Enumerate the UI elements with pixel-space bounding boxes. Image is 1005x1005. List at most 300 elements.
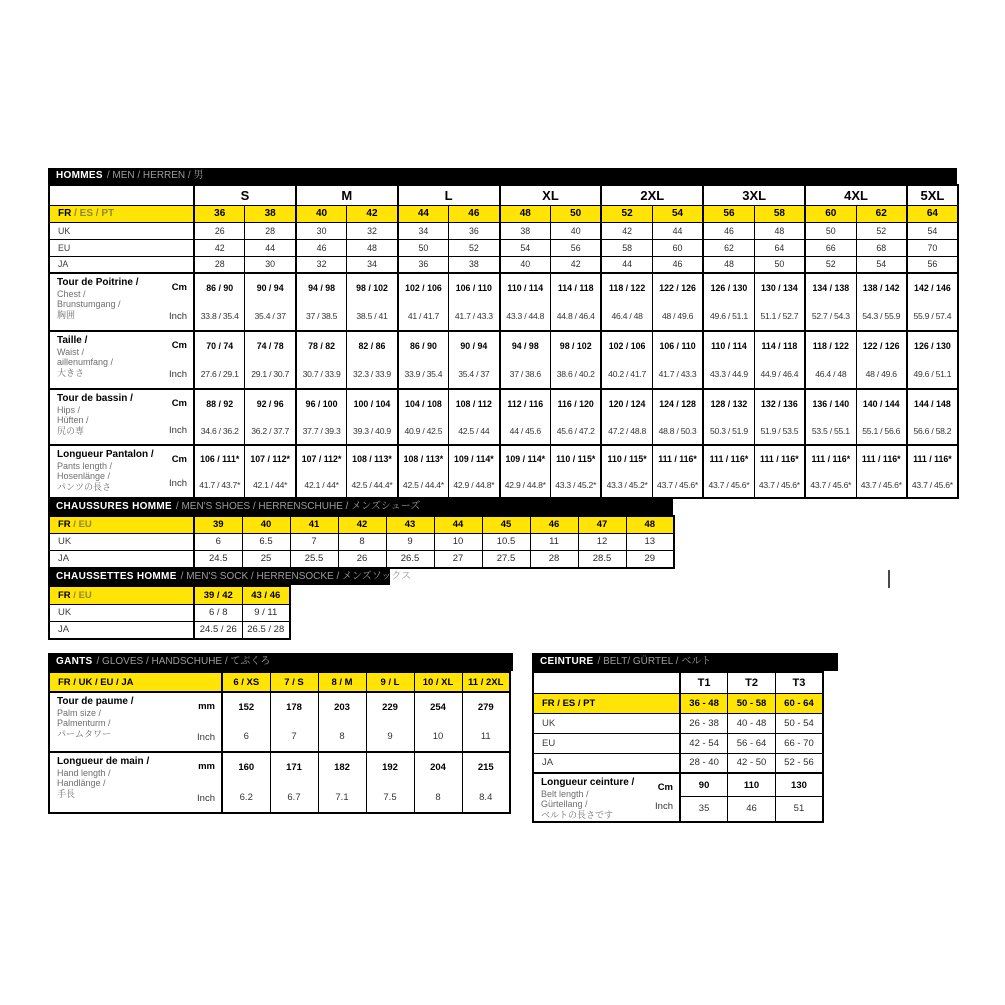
unit-cm: Cm	[171, 398, 187, 409]
waist-cm-cell: 110 / 114	[703, 331, 754, 360]
pants-cm-row	[49, 445, 958, 472]
ja-size-cell: 54	[856, 256, 907, 273]
sock-ja-cell: 26.5 / 28	[242, 621, 290, 639]
group-l: L	[398, 185, 500, 205]
ja-size-cell: 50	[754, 256, 805, 273]
hips-inch-cell: 56.6 / 58.2	[907, 417, 958, 445]
pants-inch-cell: 43.7 / 45.6*	[805, 472, 856, 498]
shoe-size-cell: 45	[482, 516, 530, 533]
hips-cm-row	[49, 389, 958, 417]
fr-size-cell: 56	[703, 205, 754, 222]
eu-size-cell: 58	[601, 239, 652, 256]
belt-fr-cell: 50 - 58	[728, 693, 776, 713]
men-title-bar	[48, 168, 957, 184]
shoe-uk-cell: 11	[530, 533, 578, 550]
unit-inch: Inch	[169, 368, 187, 380]
waist-label-cell: Taille / Waist / aillenumfang / 大きさ Cm Inch	[49, 331, 194, 389]
waist-cm-cell: 78 / 82	[296, 331, 347, 360]
shoe-size-cell: 43	[386, 516, 434, 533]
hand-mm-cell: 182	[318, 752, 366, 782]
palm-inch-cell: 7	[270, 722, 318, 752]
pants-inch-cell: 42.9 / 44.8*	[500, 472, 551, 498]
chest-inch-cell: 54.3 / 55.9	[856, 302, 907, 331]
unit-inch: Inch	[197, 731, 215, 743]
fr-size-cell: 54	[652, 205, 703, 222]
chest-cm-cell: 126 / 130	[703, 273, 754, 302]
unit-mm: mm	[198, 761, 215, 772]
palm-inch-cell: 10	[414, 722, 462, 752]
waist-inch-cell: 30.7 / 33.9	[296, 360, 347, 389]
shoe-ja-cell: 25	[242, 550, 290, 568]
hips-cm-cell: 112 / 116	[500, 389, 551, 417]
chest-cm-cell: 98 / 102	[347, 273, 398, 302]
pants-cm-cell: 111 / 116*	[805, 445, 856, 472]
pants-cm-cell: 111 / 116*	[754, 445, 805, 472]
eu-size-cell: 66	[805, 239, 856, 256]
shoe-uk-cell: 8	[338, 533, 386, 550]
shoe-size-cell: 42	[338, 516, 386, 533]
hand-inch-cell: 7.5	[366, 782, 414, 813]
belt-ja-cell: 28 - 40	[680, 753, 728, 773]
pants-inch-cell: 41.7 / 43.7*	[194, 472, 245, 498]
belt-eu-cell: 66 - 70	[775, 733, 823, 753]
unit-cm: Cm	[171, 282, 187, 293]
chest-inch-cell: 41 / 41.7	[398, 302, 449, 331]
belt-t-row	[533, 672, 823, 693]
chest-cm-cell: 130 / 134	[754, 273, 805, 302]
belt-cm-cell: 90	[680, 773, 728, 797]
ja-size-cell: 28	[194, 256, 245, 273]
pants-inch-cell: 43.7 / 45.6*	[856, 472, 907, 498]
fr-size-cell: 58	[754, 205, 805, 222]
hips-cm-cell: 96 / 100	[296, 389, 347, 417]
waist-cm-cell: 126 / 130	[907, 331, 958, 360]
chest-cm-cell: 122 / 126	[652, 273, 703, 302]
pants-cm-cell: 111 / 116*	[907, 445, 958, 472]
shoe-ja-cell: 24.5	[194, 550, 242, 568]
belt-eu-cell: 42 - 54	[680, 733, 728, 753]
pants-label-cell: Longueur Pantalon / Pants length / Hosenlänge / パンツの長さ Cm Inch	[49, 445, 194, 498]
ja-size-cell: 46	[652, 256, 703, 273]
waist-cm-cell: 118 / 122	[805, 331, 856, 360]
uk-size-cell: 46	[703, 222, 754, 239]
eu-size-cell: 44	[245, 239, 296, 256]
shoe-ja-cell: 27.5	[482, 550, 530, 568]
shoe-ja-cell: 26.5	[386, 550, 434, 568]
chest-inch-cell: 52.7 / 54.3	[805, 302, 856, 331]
shoe-uk-cell: 10.5	[482, 533, 530, 550]
group-3xl: 3XL	[703, 185, 805, 205]
chest-cm-cell: 106 / 110	[449, 273, 500, 302]
fr-size-cell: 46	[449, 205, 500, 222]
uk-size-cell: 54	[907, 222, 958, 239]
sock-size-cell: 39 / 42	[194, 586, 242, 604]
shoe-uk-cell: 9	[386, 533, 434, 550]
shoe-size-cell: 46	[530, 516, 578, 533]
uk-size-cell: 48	[754, 222, 805, 239]
belt-uk-row: UK 26 - 38 40 - 48 50 - 54	[533, 713, 823, 733]
hips-cm-cell: 100 / 104	[347, 389, 398, 417]
sock-uk-cell: 9 / 11	[242, 604, 290, 621]
uk-size-cell: 34	[398, 222, 449, 239]
hand-mm-cell: 192	[366, 752, 414, 782]
hand-mm-cell: 204	[414, 752, 462, 782]
corner-cell	[49, 185, 194, 205]
belt-length-label-cell: Longueur ceinture / Belt length / Gürtellang / ベルトの長さです Cm Inch	[533, 773, 680, 822]
waist-cm-cell: 70 / 74	[194, 331, 245, 360]
ja-size-cell: 36	[398, 256, 449, 273]
pants-cm-cell: 110 / 115*	[601, 445, 652, 472]
waist-inch-cell: 40.2 / 41.7	[601, 360, 652, 389]
chest-cm-cell: 110 / 114	[500, 273, 551, 302]
chest-inch-cell: 41.7 / 43.3	[449, 302, 500, 331]
belt-t-cell: T3	[775, 672, 823, 693]
ja-size-cell: 56	[907, 256, 958, 273]
hips-cm-cell: 136 / 140	[805, 389, 856, 417]
uk-size-cell: 32	[347, 222, 398, 239]
shoe-ja-cell: 29	[626, 550, 674, 568]
shoes-uk-row: UK 6 6.5 7 8 9 10 10.5 11 12 13	[49, 533, 674, 550]
pants-cm-cell: 106 / 111*	[194, 445, 245, 472]
chest-inch-cell: 55.9 / 57.4	[907, 302, 958, 331]
uk-size-cell: 36	[449, 222, 500, 239]
chest-inch-cell: 43.3 / 44.8	[500, 302, 551, 331]
fr-size-cell: 36	[194, 205, 245, 222]
men-size-table	[48, 184, 959, 499]
palm-mm-cell: 178	[270, 692, 318, 722]
hips-cm-cell: 92 / 96	[245, 389, 296, 417]
pants-cm-cell: 111 / 116*	[856, 445, 907, 472]
fr-size-cell: 64	[907, 205, 958, 222]
ja-size-cell: 44	[601, 256, 652, 273]
pants-cm-cell: 110 / 115*	[550, 445, 601, 472]
chest-inch-cell: 51.1 / 52.7	[754, 302, 805, 331]
waist-inch-cell: 43.3 / 44.9	[703, 360, 754, 389]
eu-size-cell: 50	[398, 239, 449, 256]
belt-cm-cell: 130	[775, 773, 823, 797]
chest-label-cell: Tour de Poitrine / Chest / Brunstumgang / 胸囲 Cm Inch	[49, 273, 194, 331]
waist-cm-cell: 86 / 90	[398, 331, 449, 360]
waist-inch-cell: 38.6 / 40.2	[550, 360, 601, 389]
uk-size-cell: 28	[245, 222, 296, 239]
hips-inch-cell: 48.8 / 50.3	[652, 417, 703, 445]
belt-t-cell: T1	[680, 672, 728, 693]
waist-inch-cell: 49.6 / 51.1	[907, 360, 958, 389]
group-m: M	[296, 185, 398, 205]
pants-cm-cell: 111 / 116*	[652, 445, 703, 472]
chest-inch-cell: 38.5 / 41	[347, 302, 398, 331]
men-ja-row	[49, 256, 958, 273]
belt-inch-cell: 51	[775, 797, 823, 822]
belt-ja-cell: 42 - 50	[728, 753, 776, 773]
eu-size-cell: 48	[347, 239, 398, 256]
group-5xl: 5XL	[907, 185, 958, 205]
fr-size-cell: 52	[601, 205, 652, 222]
pants-inch-cell: 43.3 / 45.2*	[601, 472, 652, 498]
fr-size-cell: 60	[805, 205, 856, 222]
eu-size-cell: 60	[652, 239, 703, 256]
hand-label-cell: Longueur de main / Hand length / Handlänge / 手長 mm Inch	[49, 752, 222, 813]
hips-cm-cell: 104 / 108	[398, 389, 449, 417]
belt-t-cell: T2	[728, 672, 776, 693]
palm-inch-cell: 9	[366, 722, 414, 752]
pants-cm-cell: 109 / 114*	[449, 445, 500, 472]
unit-cm: Cm	[171, 454, 187, 465]
belt-inch-cell: 46	[728, 797, 776, 822]
uk-size-cell: 42	[601, 222, 652, 239]
palm-mm-cell: 279	[462, 692, 510, 722]
group-4xl: 4XL	[805, 185, 907, 205]
eu-size-cell: 56	[550, 239, 601, 256]
eu-size-cell: 62	[703, 239, 754, 256]
unit-inch: Inch	[655, 801, 673, 813]
hips-cm-cell: 144 / 148	[907, 389, 958, 417]
eu-size-cell: 52	[449, 239, 500, 256]
unit-inch: Inch	[197, 792, 215, 804]
shoes-title-bar: CHAUSSURES HOMME / MEN'S SHOES / HERRENSCHUHE / メンズシューズ	[48, 498, 673, 515]
gloves-size-table	[48, 671, 511, 814]
hand-mm-row	[49, 752, 510, 782]
waist-cm-row	[49, 331, 958, 360]
fr-size-cell: 48	[500, 205, 551, 222]
belt-fr-cell: 36 - 48	[680, 693, 728, 713]
chest-cm-cell: 134 / 138	[805, 273, 856, 302]
ja-size-cell: 42	[550, 256, 601, 273]
hips-cm-cell: 108 / 112	[449, 389, 500, 417]
hips-inch-cell: 47.2 / 48.8	[601, 417, 652, 445]
belt-ja-row: JA 28 - 40 42 - 50 52 - 56	[533, 753, 823, 773]
waist-cm-cell: 82 / 86	[347, 331, 398, 360]
hips-inch-cell: 34.6 / 36.2	[194, 417, 245, 445]
hips-inch-cell: 37.7 / 39.3	[296, 417, 347, 445]
fr-size-cell: 50	[550, 205, 601, 222]
shoe-uk-cell: 12	[578, 533, 626, 550]
waist-cm-cell: 102 / 106	[601, 331, 652, 360]
shoe-ja-cell: 28.5	[578, 550, 626, 568]
pants-inch-cell: 42.5 / 44.4*	[398, 472, 449, 498]
chest-inch-cell: 33.8 / 35.4	[194, 302, 245, 331]
pants-inch-cell: 43.7 / 45.6*	[907, 472, 958, 498]
pants-inch-cell: 43.3 / 45.2*	[550, 472, 601, 498]
waist-cm-cell: 74 / 78	[245, 331, 296, 360]
hips-inch-cell: 39.3 / 40.9	[347, 417, 398, 445]
pants-cm-cell: 109 / 114*	[500, 445, 551, 472]
waist-inch-cell: 32.3 / 33.9	[347, 360, 398, 389]
belt-uk-cell: 40 - 48	[728, 713, 776, 733]
fr-size-cell: 44	[398, 205, 449, 222]
palm-mm-cell: 229	[366, 692, 414, 722]
socks-size-table	[48, 585, 291, 640]
hips-inch-cell: 45.6 / 47.2	[550, 417, 601, 445]
pants-cm-cell: 108 / 113*	[398, 445, 449, 472]
uk-size-cell: 52	[856, 222, 907, 239]
men-size-group-row	[49, 185, 958, 205]
men-eu-row	[49, 239, 958, 256]
hips-inch-cell: 42.5 / 44	[449, 417, 500, 445]
pants-cm-cell: 111 / 116*	[703, 445, 754, 472]
chest-inch-cell: 44.8 / 46.4	[550, 302, 601, 331]
pants-inch-cell: 43.7 / 45.6*	[652, 472, 703, 498]
shoe-uk-cell: 10	[434, 533, 482, 550]
waist-inch-cell: 29.1 / 30.7	[245, 360, 296, 389]
chest-cm-cell: 118 / 122	[601, 273, 652, 302]
palm-inch-cell: 6	[222, 722, 270, 752]
shoe-size-cell: 44	[434, 516, 482, 533]
group-xl: XL	[500, 185, 602, 205]
stray-mark	[888, 570, 890, 588]
belt-cm-cell: 110	[728, 773, 776, 797]
socks-fr-label: FR / EU	[49, 586, 194, 604]
fr-size-cell: 62	[856, 205, 907, 222]
shoe-uk-cell: 13	[626, 533, 674, 550]
hips-cm-cell: 88 / 92	[194, 389, 245, 417]
chest-cm-cell: 138 / 142	[856, 273, 907, 302]
waist-cm-cell: 122 / 126	[856, 331, 907, 360]
eu-size-cell: 70	[907, 239, 958, 256]
belt-length-cm-row	[533, 773, 823, 797]
eu-size-cell: 42	[194, 239, 245, 256]
glove-size-cell: 6 / XS	[222, 672, 270, 692]
belt-eu-cell: 56 - 64	[728, 733, 776, 753]
ja-size-cell: 48	[703, 256, 754, 273]
belt-eu-row: EU 42 - 54 56 - 64 66 - 70	[533, 733, 823, 753]
hips-inch-cell: 40.9 / 42.5	[398, 417, 449, 445]
pants-cm-cell: 107 / 112*	[245, 445, 296, 472]
fr-size-cell: 38	[245, 205, 296, 222]
uk-size-cell: 44	[652, 222, 703, 239]
men-title: HOMMES	[56, 170, 103, 181]
glove-size-cell: 11 / 2XL	[462, 672, 510, 692]
belt-size-table	[532, 671, 824, 823]
shoes-size-table	[48, 515, 675, 569]
uk-size-cell: 26	[194, 222, 245, 239]
hips-cm-cell: 128 / 132	[703, 389, 754, 417]
palm-inch-cell: 11	[462, 722, 510, 752]
men-ja-label: JA	[49, 256, 194, 273]
hand-mm-cell: 171	[270, 752, 318, 782]
waist-inch-cell: 27.6 / 29.1	[194, 360, 245, 389]
chest-cm-cell: 142 / 146	[907, 273, 958, 302]
hand-mm-cell: 160	[222, 752, 270, 782]
men-uk-label: UK	[49, 222, 194, 239]
glove-size-cell: 10 / XL	[414, 672, 462, 692]
shoe-uk-cell: 7	[290, 533, 338, 550]
chest-cm-cell: 90 / 94	[245, 273, 296, 302]
waist-inch-cell: 48 / 49.6	[856, 360, 907, 389]
eu-size-cell: 46	[296, 239, 347, 256]
belt-fr-label: FR / ES / PT	[533, 693, 680, 713]
pants-inch-cell: 42.1 / 44*	[245, 472, 296, 498]
unit-cm: Cm	[171, 340, 187, 351]
uk-size-cell: 50	[805, 222, 856, 239]
palm-mm-cell: 203	[318, 692, 366, 722]
socks-title-bar: CHAUSSETTES HOMME / MEN'S SOCK / HERRENSOCKE / メンズソックス	[48, 568, 390, 585]
hand-mm-cell: 215	[462, 752, 510, 782]
chest-cm-cell: 94 / 98	[296, 273, 347, 302]
shoes-fr-label: FR / EU	[49, 516, 194, 533]
sock-ja-cell: 24.5 / 26	[194, 621, 242, 639]
pants-inch-cell: 42.1 / 44*	[296, 472, 347, 498]
men-title-translations: / MEN / HERREN / 男	[106, 170, 204, 181]
shoe-size-cell: 48	[626, 516, 674, 533]
shoe-size-cell: 47	[578, 516, 626, 533]
belt-fr-row	[533, 693, 823, 713]
socks-fr-row	[49, 586, 290, 604]
waist-inch-cell: 37 / 38.6	[500, 360, 551, 389]
waist-inch-cell: 33.9 / 35.4	[398, 360, 449, 389]
waist-cm-cell: 94 / 98	[500, 331, 551, 360]
hand-inch-cell: 8	[414, 782, 462, 813]
shoe-ja-cell: 26	[338, 550, 386, 568]
belt-uk-cell: 26 - 38	[680, 713, 728, 733]
sock-size-cell: 43 / 46	[242, 586, 290, 604]
hips-inch-cell: 51.9 / 53.5	[754, 417, 805, 445]
pants-inch-cell: 42.5 / 44.4*	[347, 472, 398, 498]
unit-cm: Cm	[657, 782, 673, 793]
shoe-ja-cell: 27	[434, 550, 482, 568]
unit-inch: Inch	[169, 424, 187, 436]
pants-inch-cell: 43.7 / 45.6*	[754, 472, 805, 498]
gloves-header-label: FR / UK / EU / JA	[49, 672, 222, 692]
waist-cm-cell: 114 / 118	[754, 331, 805, 360]
waist-inch-cell: 46.4 / 48	[805, 360, 856, 389]
belt-ja-cell: 52 - 56	[775, 753, 823, 773]
group-2xl: 2XL	[601, 185, 703, 205]
group-s: S	[194, 185, 296, 205]
belt-inch-cell: 35	[680, 797, 728, 822]
shoe-size-cell: 40	[242, 516, 290, 533]
waist-cm-cell: 90 / 94	[449, 331, 500, 360]
waist-inch-cell: 44.9 / 46.4	[754, 360, 805, 389]
men-fr-label: FR / ES / PT	[49, 205, 194, 222]
chest-inch-cell: 37 / 38.5	[296, 302, 347, 331]
pants-cm-cell: 108 / 113*	[347, 445, 398, 472]
men-eu-label: EU	[49, 239, 194, 256]
glove-size-cell: 9 / L	[366, 672, 414, 692]
fr-size-cell: 40	[296, 205, 347, 222]
hand-inch-cell: 6.2	[222, 782, 270, 813]
glove-size-cell: 7 / S	[270, 672, 318, 692]
belt-uk-cell: 50 - 54	[775, 713, 823, 733]
waist-cm-cell: 106 / 110	[652, 331, 703, 360]
ja-size-cell: 34	[347, 256, 398, 273]
pants-cm-cell: 107 / 112*	[296, 445, 347, 472]
chest-inch-cell: 49.6 / 51.1	[703, 302, 754, 331]
ja-size-cell: 40	[500, 256, 551, 273]
hips-inch-cell: 36.2 / 37.7	[245, 417, 296, 445]
chest-inch-cell: 46.4 / 48	[601, 302, 652, 331]
chest-cm-row	[49, 273, 958, 302]
hips-cm-cell: 124 / 128	[652, 389, 703, 417]
gloves-title-bar: GANTS / GLOVES / HANDSCHUHE / てぶくろ	[48, 653, 513, 671]
sock-uk-cell: 6 / 8	[194, 604, 242, 621]
unit-inch: Inch	[169, 310, 187, 322]
eu-size-cell: 54	[500, 239, 551, 256]
men-fr-row	[49, 205, 958, 222]
eu-size-cell: 68	[856, 239, 907, 256]
ja-size-cell: 30	[245, 256, 296, 273]
chest-cm-cell: 86 / 90	[194, 273, 245, 302]
pants-inch-cell: 42.9 / 44.8*	[449, 472, 500, 498]
uk-size-cell: 40	[550, 222, 601, 239]
hand-inch-cell: 8.4	[462, 782, 510, 813]
socks-uk-row: UK 6 / 8 9 / 11	[49, 604, 290, 621]
chest-cm-cell: 102 / 106	[398, 273, 449, 302]
eu-size-cell: 64	[754, 239, 805, 256]
unit-inch: Inch	[169, 477, 187, 489]
shoe-size-cell: 39	[194, 516, 242, 533]
hips-inch-cell: 50.3 / 51.9	[703, 417, 754, 445]
